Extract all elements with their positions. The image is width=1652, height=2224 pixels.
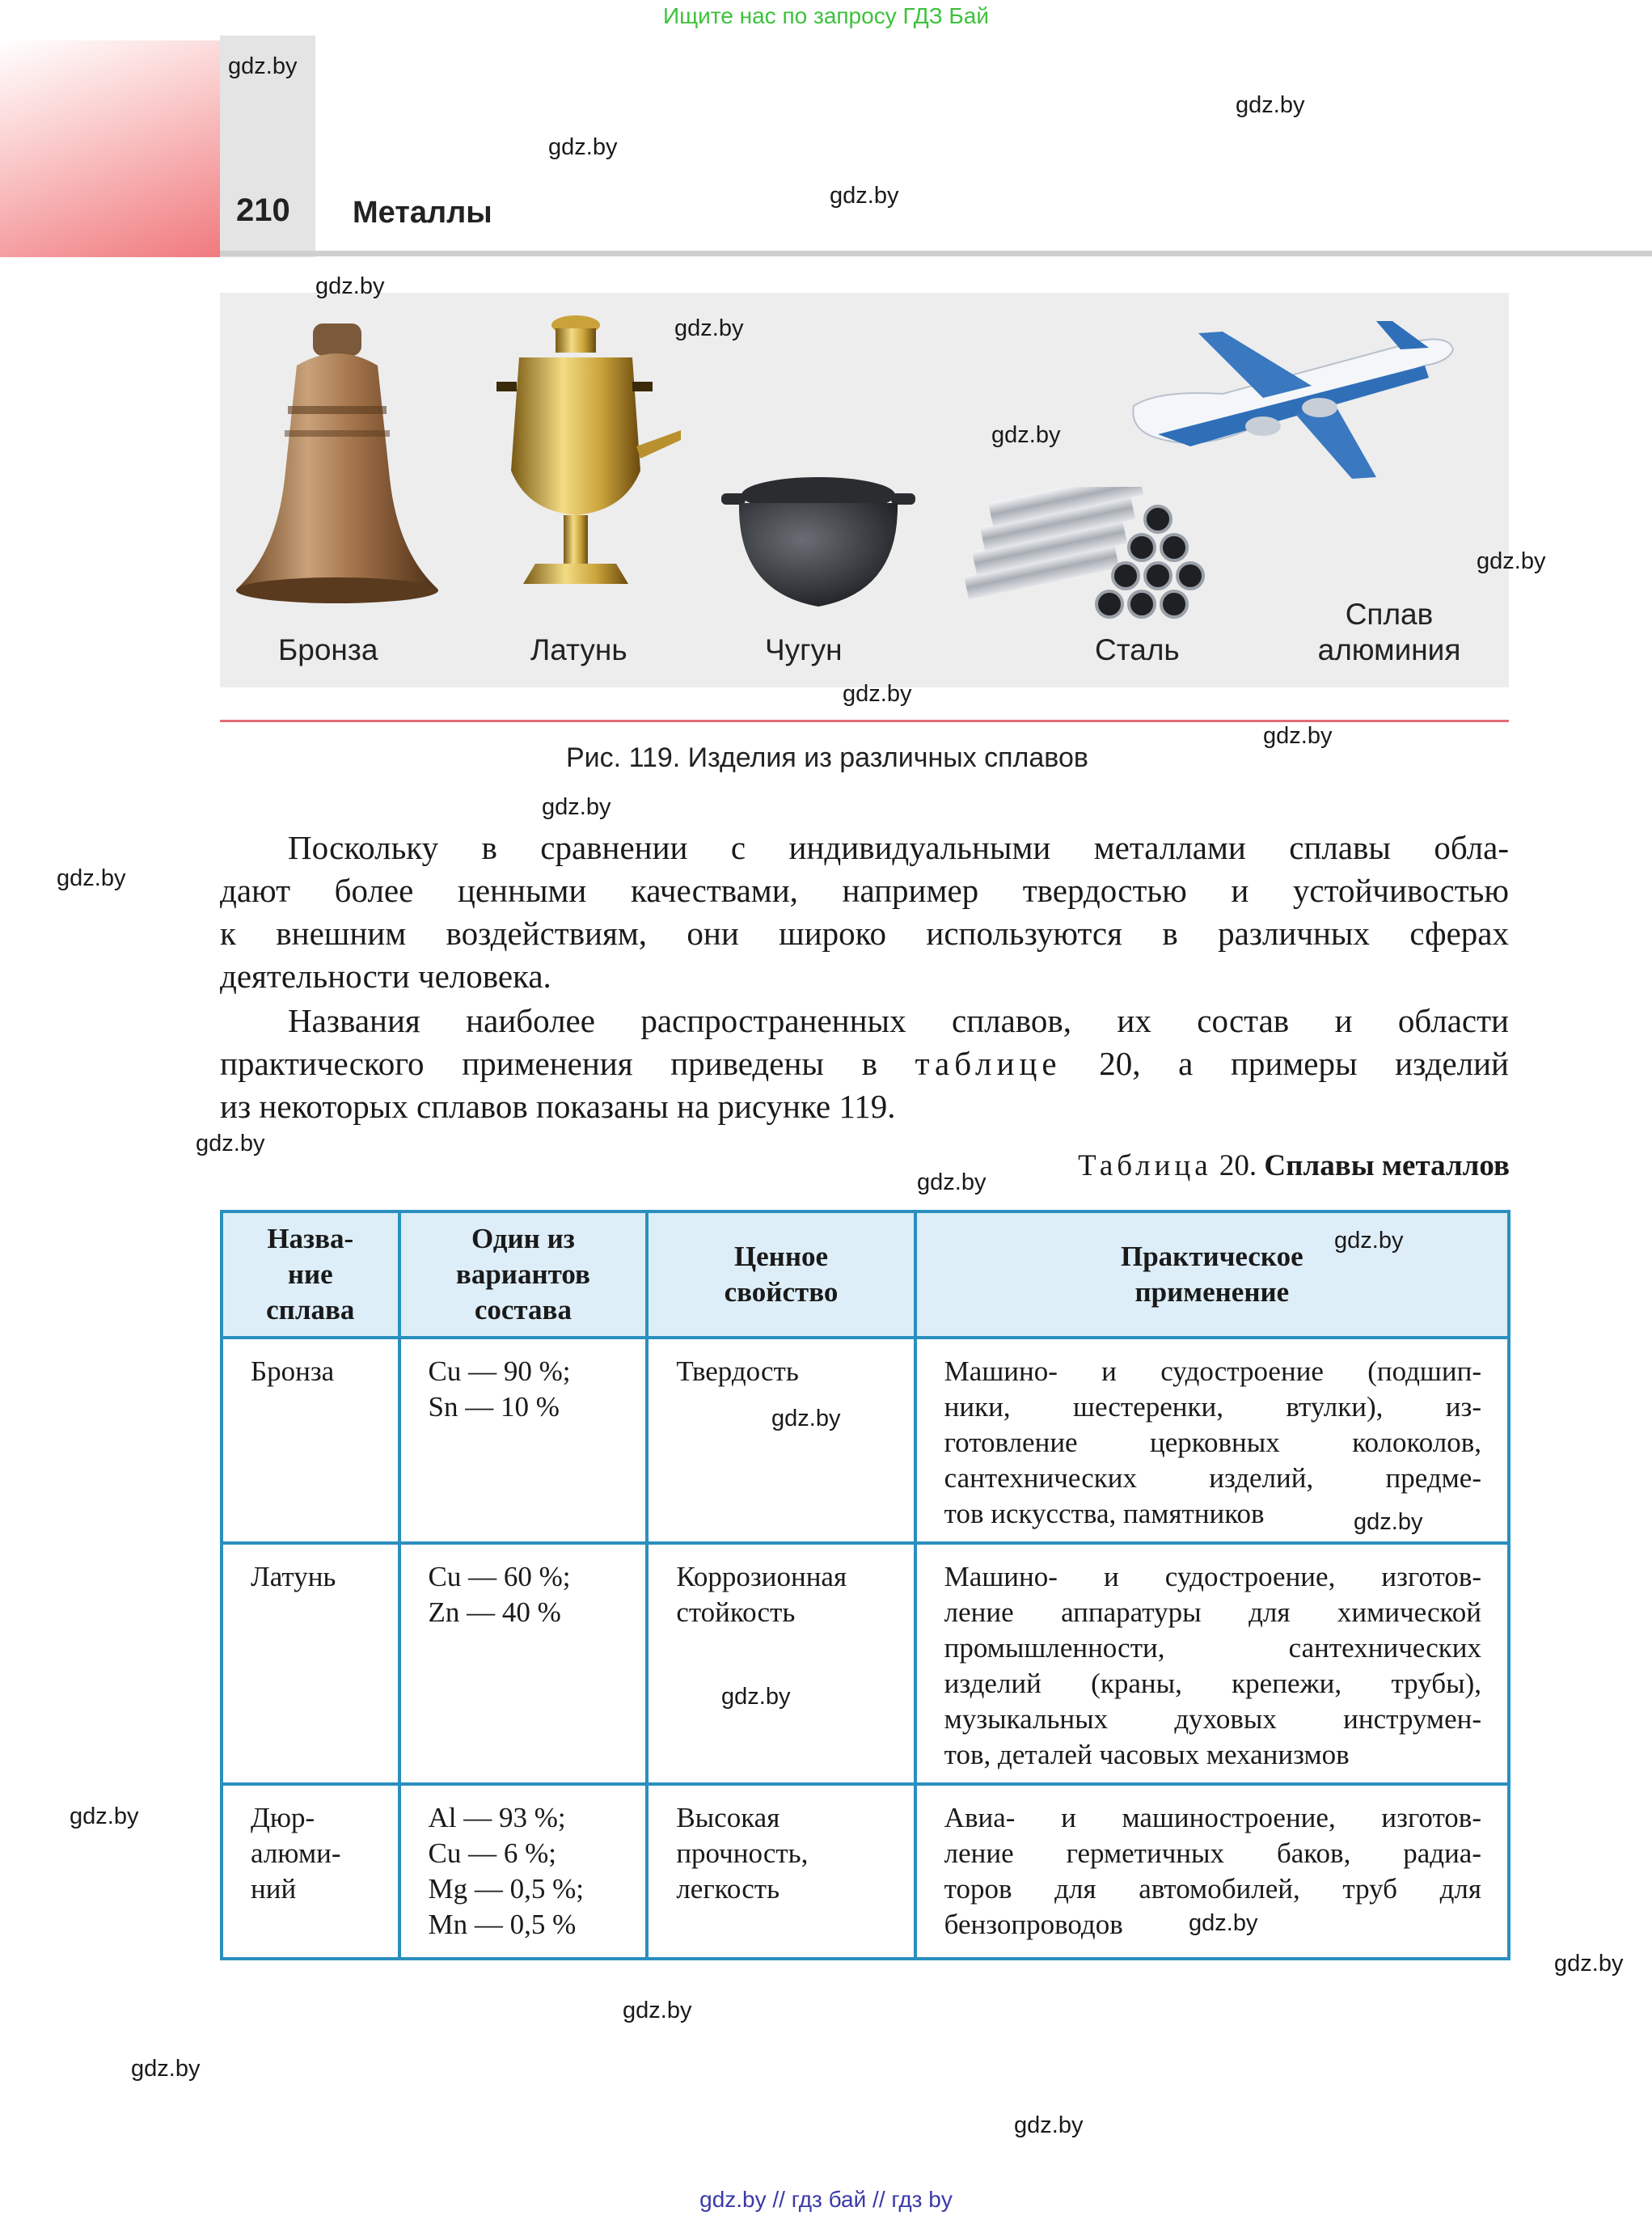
watermark: gdz.by [1477,548,1546,574]
watermark: gdz.by [1334,1228,1404,1254]
cell-application: Машино- и судостроение (подшип- ники, шестеренки, втулки), из- готовление церковных колоколов, сантехнических изделий, предме- тов искусства, памятников [915,1338,1509,1543]
watermark: gdz.by [131,2056,201,2082]
cell-name: Бронза [222,1338,399,1543]
paragraph-2-line-2 [220,1042,1509,1085]
paragraph-1 [220,827,1509,998]
label-alloy-word: Сплав [1345,598,1434,631]
watermark: gdz.by [674,315,744,341]
paragraph-1-line-4: деятельности человека. [220,958,551,995]
watermark: gdz.by [917,1169,987,1195]
search-banner: Ищите нас по запросу ГДЗ Бай [662,3,990,28]
watermark: gdz.by [1554,1951,1624,1977]
watermark: gdz.by [1236,92,1305,118]
label-aluminium-alloy [1284,597,1494,668]
cell-property: Высокая прочность, легкость [647,1784,915,1959]
watermark: gdz.by [57,865,126,891]
header-composition: Один из вариантов состава [399,1211,648,1338]
footer-links: gdz.by // гдз бай // гдз by [699,2187,953,2212]
watermark: gdz.by [315,273,385,299]
figure-119 [220,293,1509,687]
cell-property: Твердость [647,1338,915,1543]
paragraph-1-line-2: дают более ценными качествами, например твердостью и устойчивостью [220,872,1509,909]
watermark: gdz.by [843,681,912,707]
brass-samovar-image [487,309,697,616]
paragraph-2-line-3: из некоторых сплавов показаны на рисунке 119. [220,1088,896,1125]
paragraph-2-text-a: практического применения приведены в [220,1045,915,1082]
table-row-bronze [222,1338,1509,1543]
table-title [1078,1148,1510,1183]
paragraph-2 [220,1000,1509,1128]
watermark: gdz.by [1014,2112,1084,2138]
watermark: gdz.by [228,53,298,79]
paragraph-2-line-1: Названия наиболее распространенных сплавов, их состав и области [288,1002,1509,1039]
cell-name: Дюр- алюми- ний [222,1784,399,1959]
cell-composition: Al — 93 %; Cu — 6 %; Mg — 0,5 %; Mn — 0,5 % [399,1784,648,1959]
watermark: gdz.by [991,422,1061,448]
table-title-name: Сплавы металлов [1264,1149,1510,1182]
figure-divider [220,720,1509,722]
paragraph-1-line-1: Поскольку в сравнении с индивидуальными металлами сплавы обла- [288,829,1509,866]
cell-property: Коррозионная стойкость [647,1543,915,1784]
table-title-number: 20. [1211,1149,1265,1182]
watermark: gdz.by [1354,1509,1423,1535]
label-steel: Сталь [1095,633,1180,666]
watermark: gdz.by [721,1684,791,1710]
cell-application: Авиа- и машиностроение, изготов- ление герметичных баков, радиа- торов для автомобилей, труб для бензопроводов [915,1784,1509,1959]
cell-composition: Cu — 60 %; Zn — 40 % [399,1543,648,1784]
steel-pipes-image [948,487,1206,632]
label-cast-iron: Чугун [765,633,843,666]
cell-application: Машино- и судостроение, изготов- ление аппаратуры для химической промышленности, сантехнических изделий (краны, крепежи, трубы), музыкальных духовых инструмен- тов, деталей часовых механизмов [915,1543,1509,1784]
page-number: 210 [236,192,290,228]
watermark: gdz.by [623,1998,692,2023]
watermark: gdz.by [548,134,618,160]
label-aluminium-word: алюминия [1317,633,1461,666]
header-property: Ценное свойство [647,1211,915,1338]
watermark: gdz.by [1189,1910,1258,1936]
table-header-row [222,1211,1509,1338]
paragraph-2-text-c: 20, а примеры изделий [1061,1045,1509,1082]
watermark: gdz.by [1263,723,1333,749]
header-alloy-name: Назва- ние сплава [222,1211,399,1338]
corner-decoration [0,40,220,257]
chapter-title: Металлы [353,196,492,230]
label-bronze: Бронза [278,633,378,666]
watermark: gdz.by [830,183,899,209]
table-row-brass [222,1543,1509,1784]
header-application: Практическое применение [915,1211,1509,1338]
header-divider [220,251,1652,256]
alloys-table [220,1210,1510,1960]
table-title-label: Таблица [1078,1149,1212,1182]
paragraph-1-line-3: к внешним воздействиям, они широко используются в различных сферах [220,915,1509,952]
cast-iron-pot-image [721,471,915,624]
watermark: gdz.by [196,1131,265,1156]
figure-caption: Рис. 119. Изделия из различных сплавов [566,742,1088,773]
cell-composition: Cu — 90 %; Sn — 10 % [399,1338,648,1543]
watermark: gdz.by [542,794,611,820]
watermark: gdz.by [70,1803,139,1829]
aluminium-airplane-image [1109,317,1465,495]
cell-name: Латунь [222,1543,399,1784]
bronze-bell-image [220,317,454,624]
watermark: gdz.by [771,1406,841,1431]
label-brass: Латунь [530,633,627,666]
table-row-duralumin [222,1784,1509,1959]
table-reference: таблице [915,1045,1062,1082]
